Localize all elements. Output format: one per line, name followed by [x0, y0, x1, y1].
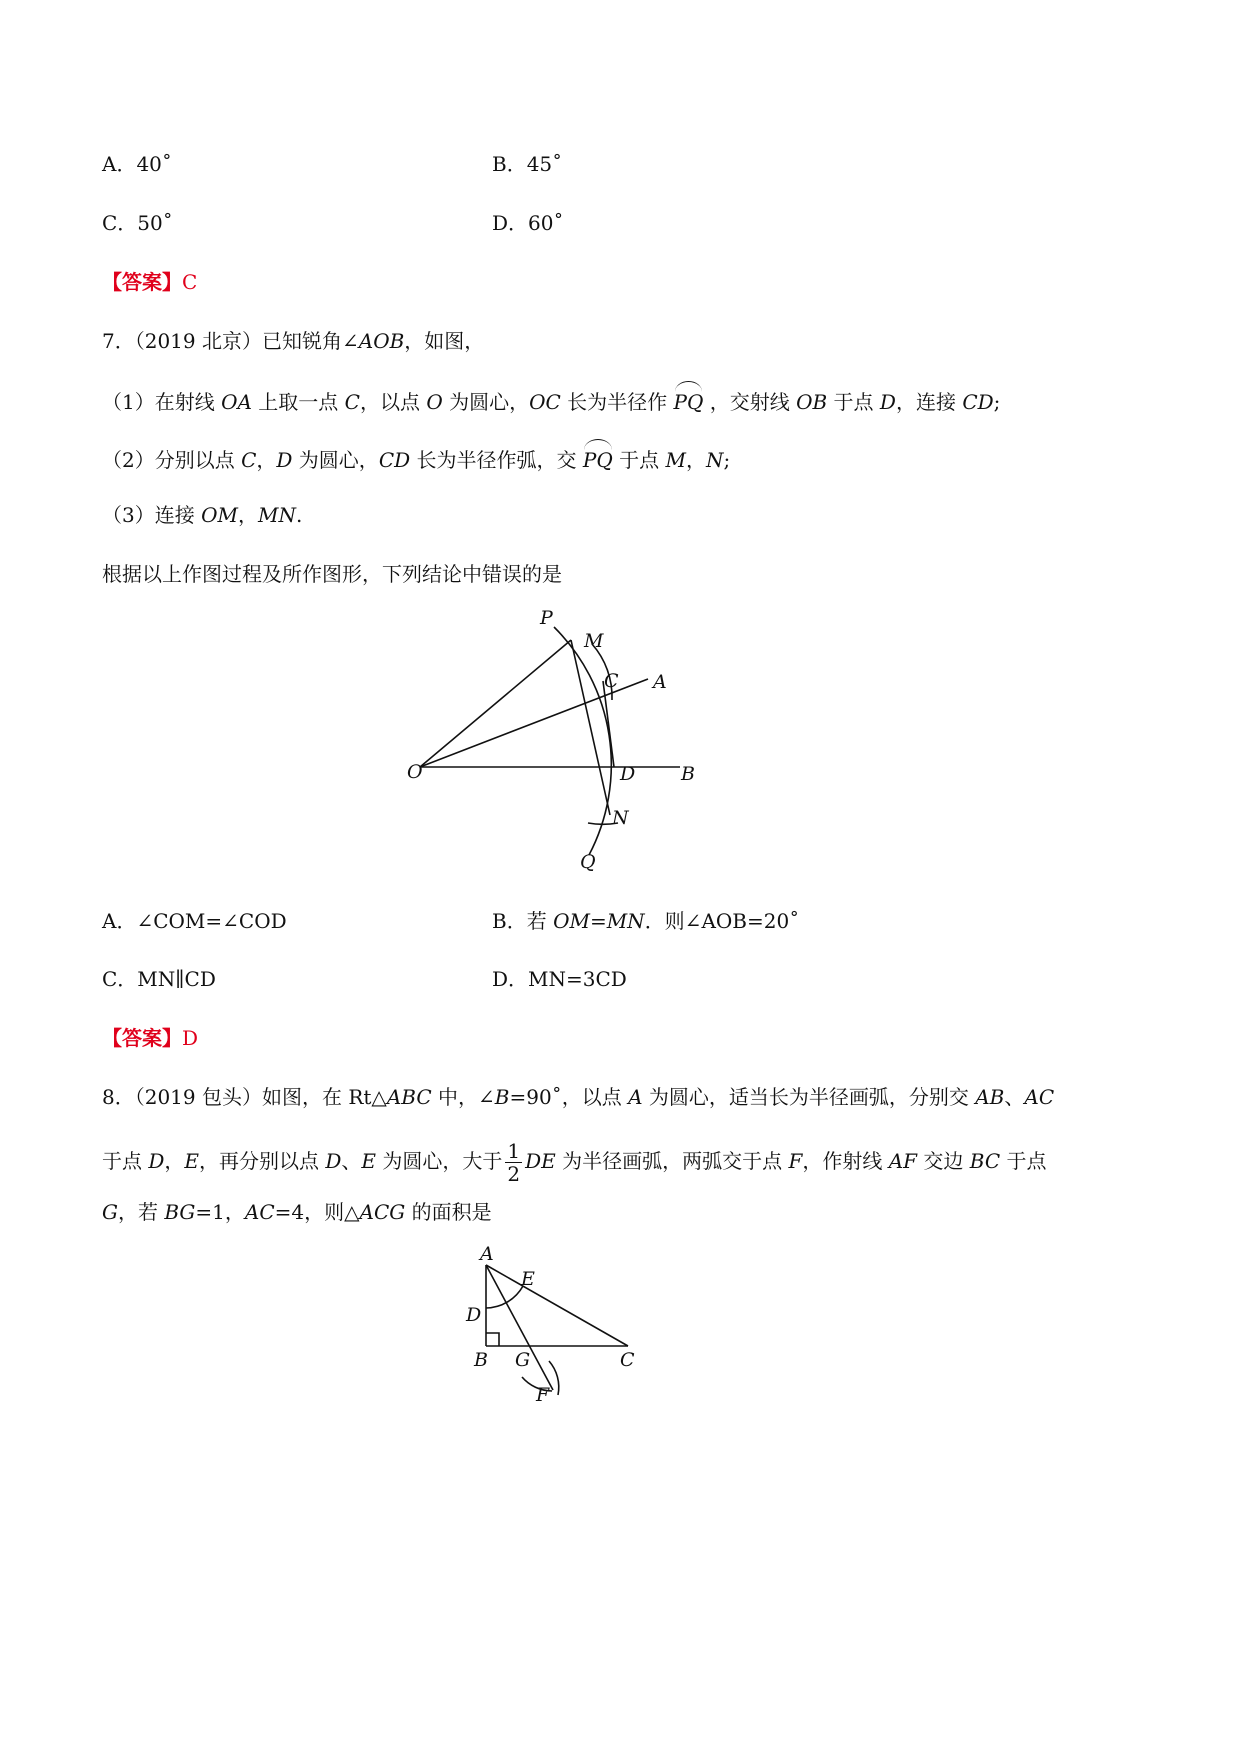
math: MN: [257, 503, 296, 527]
text: 为圆心，: [442, 390, 530, 414]
math: D: [325, 1149, 342, 1173]
text: ．则∠AOB=20˚: [644, 909, 800, 933]
text: 为半径画弧，两弧交于点: [555, 1149, 789, 1173]
text: 中，∠: [431, 1085, 495, 1109]
text: ，连接: [895, 390, 963, 414]
math: E: [361, 1149, 377, 1173]
math: A: [628, 1085, 643, 1109]
math: OC: [529, 390, 561, 414]
fraction-one-half: [505, 1140, 522, 1185]
text: ，再分别以点: [199, 1149, 326, 1173]
arc-f-from-e: [549, 1361, 559, 1395]
q7-step2: [102, 442, 730, 474]
label-f: F: [536, 1384, 550, 1406]
answer-value: C: [182, 270, 198, 294]
arc-pq: [554, 627, 611, 855]
label-g: G: [515, 1349, 531, 1371]
q7-step3: [102, 501, 302, 529]
text: 的面积是: [405, 1200, 492, 1224]
segment-om: [420, 640, 571, 767]
answer-label: 【答案】: [102, 1026, 182, 1050]
math: AB: [975, 1085, 1005, 1109]
math: AC: [1024, 1085, 1055, 1109]
text: 长为半径作: [560, 390, 674, 414]
math: O: [426, 390, 443, 414]
text: ，: [237, 503, 258, 527]
text: ;: [993, 390, 1001, 414]
q7-header-tail: ，如图，: [404, 329, 485, 353]
q8-line1: [102, 1083, 1054, 1111]
right-angle-mark: [486, 1333, 499, 1346]
text: 、: [341, 1149, 362, 1173]
math: E: [184, 1149, 200, 1173]
text: 于点: [1000, 1149, 1047, 1173]
label-q: Q: [580, 851, 596, 873]
math: DE: [525, 1149, 556, 1173]
q7-header-var: AOB: [358, 329, 405, 353]
text: 为圆心，适当长为半径画弧，分别交: [642, 1085, 976, 1109]
math: D: [276, 448, 293, 472]
text: 于点: [827, 390, 880, 414]
text: =1，: [195, 1200, 245, 1224]
text: ，: [164, 1149, 185, 1173]
label-d: D: [466, 1304, 482, 1326]
math: ABC: [386, 1085, 432, 1109]
math: OM: [201, 503, 238, 527]
q6-answer: [102, 268, 197, 296]
text: ，以点: [359, 390, 427, 414]
text: =90˚，以点: [509, 1085, 629, 1109]
label-e: E: [521, 1268, 535, 1290]
q7-header-text: 7．（2019 北京）已知锐角∠: [102, 329, 359, 353]
math: M: [665, 448, 686, 472]
text: ，若: [117, 1200, 165, 1224]
q6-option-b: B．45˚: [492, 152, 563, 176]
math: OM=MN: [553, 909, 645, 933]
math: BC: [969, 1149, 1001, 1173]
label-m: M: [584, 630, 604, 652]
label-c: C: [620, 1349, 635, 1371]
text: 交边: [917, 1149, 970, 1173]
q8-figure: [455, 1240, 655, 1415]
label-b: B: [681, 763, 695, 785]
text: ，: [685, 448, 706, 472]
q7-option-b: [492, 907, 799, 935]
math: OB: [796, 390, 828, 414]
math: F: [788, 1149, 803, 1173]
q7-figure: [380, 595, 720, 885]
math: ACG: [359, 1200, 406, 1224]
text: 8．（2019 包头）如图，在 Rt△: [102, 1085, 387, 1109]
text: 长为半径作弧，交: [410, 448, 583, 472]
text: ，: [256, 448, 277, 472]
text: .: [295, 503, 303, 527]
label-p: P: [540, 607, 553, 629]
q7-step1: [102, 384, 1000, 416]
label-a: A: [653, 671, 667, 693]
label-a: A: [480, 1243, 494, 1265]
label-c: C: [604, 670, 619, 692]
q7-answer: [102, 1024, 198, 1052]
q6-option-a: A．40˚: [102, 152, 172, 176]
answer-value: D: [182, 1026, 199, 1050]
text: ;: [723, 448, 731, 472]
math: D: [879, 390, 896, 414]
math: D: [148, 1149, 165, 1173]
q6-option-d: D．60˚: [492, 211, 564, 235]
label-n: N: [612, 807, 629, 829]
q7-option-d: D．MN=3CD: [492, 967, 627, 991]
q7-header: [102, 327, 484, 355]
q7-option-c: C．MN∥CD: [102, 967, 216, 991]
fraction-numerator: 1: [507, 1139, 521, 1163]
arc-pq: PQ: [583, 442, 613, 474]
fraction-denominator: 2: [507, 1162, 521, 1186]
arc-de: [486, 1286, 523, 1308]
math: CD: [378, 448, 411, 472]
math: G: [102, 1200, 118, 1224]
arc-pq: PQ: [674, 384, 704, 416]
ray-oa: [420, 679, 648, 767]
q8-line3: [102, 1198, 492, 1226]
q7-question: 根据以上作图过程及所作图形，下列结论中错误的是: [102, 562, 562, 586]
text: （3）连接: [102, 503, 202, 527]
math: C: [241, 448, 257, 472]
text: （2）分别以点: [102, 448, 242, 472]
q8-line2: [102, 1140, 1047, 1185]
math: B: [494, 1085, 510, 1109]
text: 、: [1004, 1085, 1025, 1109]
text: 为圆心，大于: [376, 1149, 503, 1173]
q6-option-c: C．50˚: [102, 211, 173, 235]
q7-option-a: A．∠COM=∠COD: [102, 909, 287, 933]
math: AF: [888, 1149, 918, 1173]
label-b: B: [474, 1349, 488, 1371]
segment-mn: [571, 640, 610, 815]
math: BG: [164, 1200, 196, 1224]
text: B．若: [492, 909, 554, 933]
label-o: O: [407, 761, 423, 783]
math: CD: [962, 390, 994, 414]
answer-label: 【答案】: [102, 270, 182, 294]
text: =4，则△: [274, 1200, 360, 1224]
math: OA: [221, 390, 252, 414]
math: AC: [244, 1200, 275, 1224]
text: 为圆心，: [292, 448, 379, 472]
label-d: D: [620, 763, 636, 785]
text: 于点: [102, 1149, 149, 1173]
math: N: [705, 448, 724, 472]
text: （1）在射线: [102, 390, 222, 414]
text: ，交射线: [703, 390, 797, 414]
text: 于点: [612, 448, 666, 472]
text: 上取一点: [251, 390, 345, 414]
math: C: [344, 390, 360, 414]
text: ，作射线: [802, 1149, 889, 1173]
